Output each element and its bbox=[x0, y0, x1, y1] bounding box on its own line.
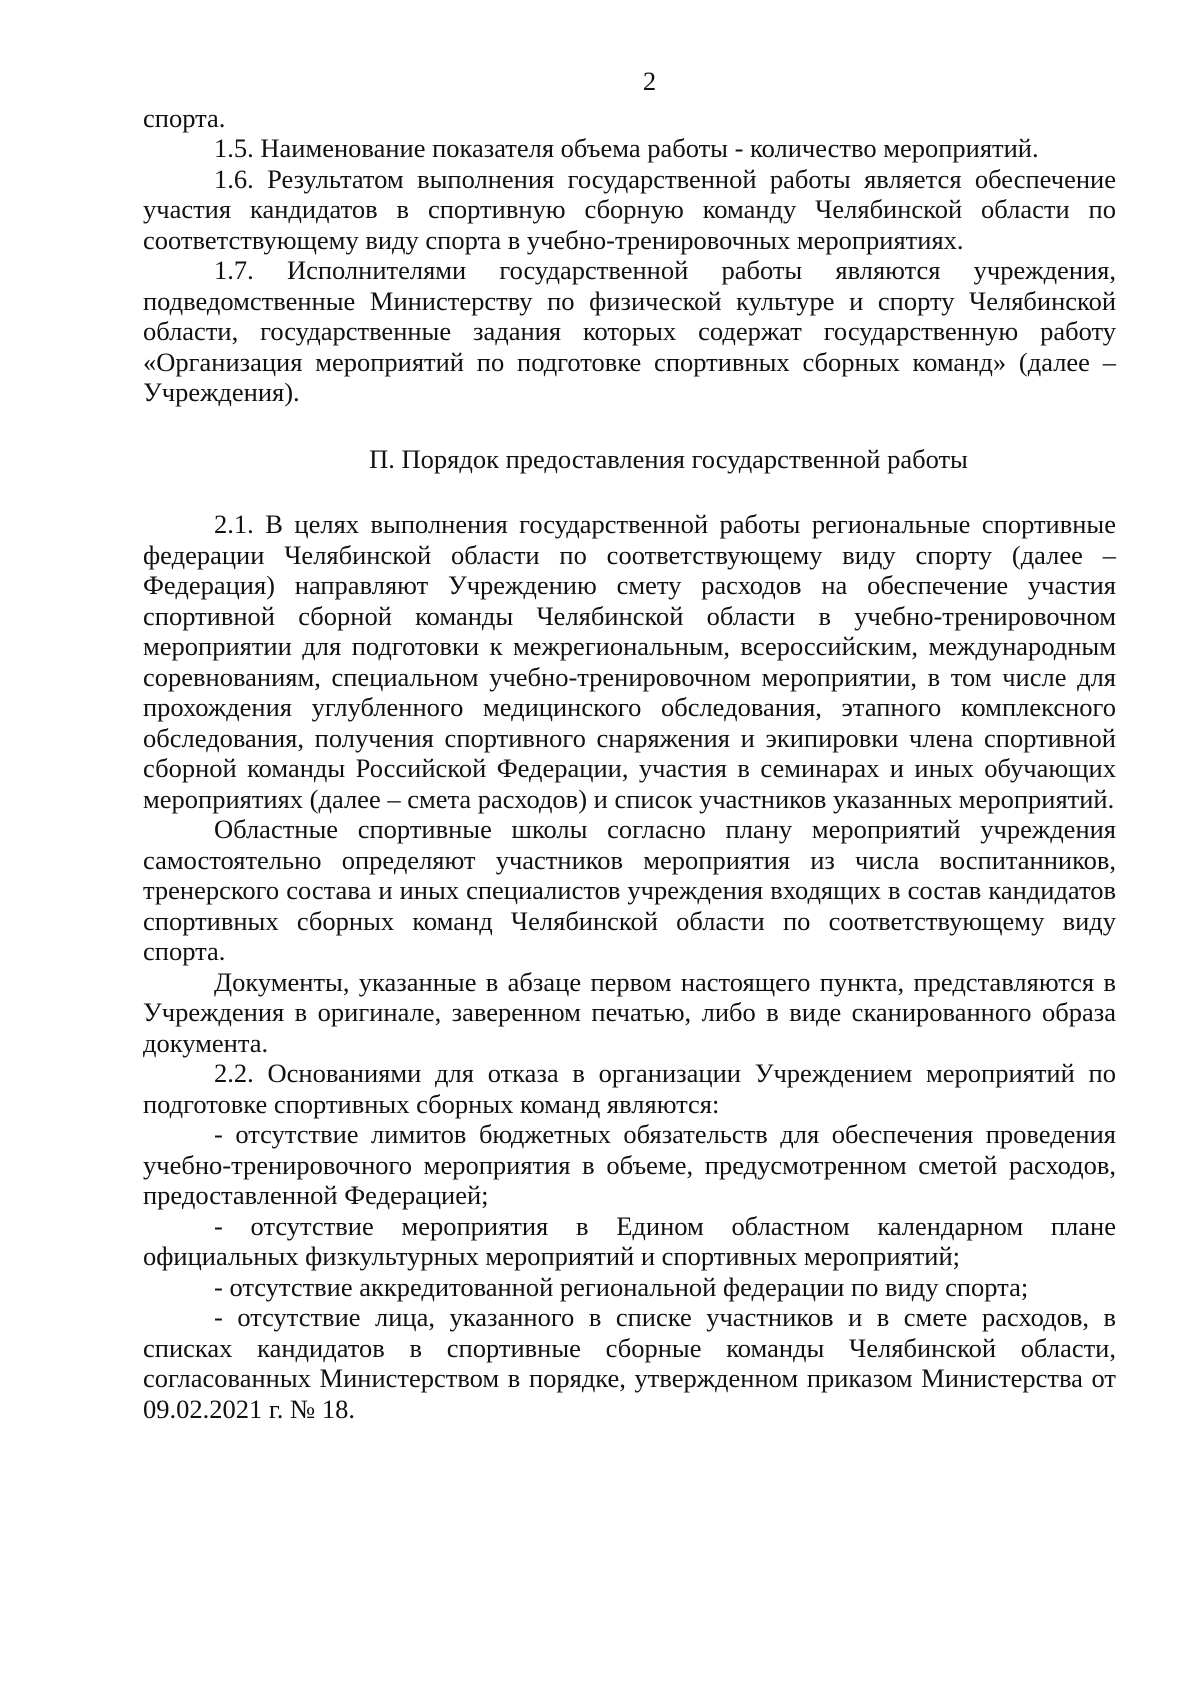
list-item-candidates: - отсутствие лица, указанного в списке участников и в смете расходов, в списках кандидатов в спортивные сборные команды Челябинской области, согласованных Министерством в порядке, утвержденном приказом Министерства от 09.02.2021 г. № 18. bbox=[143, 1302, 1116, 1424]
paragraph-2-2: 2.2. Основаниями для отказа в организации Учреждением мероприятий по подготовке спортивных сборных команд являются: bbox=[143, 1058, 1116, 1119]
paragraph-1-5: 1.5. Наименование показателя объема работы - количество мероприятий. bbox=[214, 133, 1039, 163]
paragraph-2-1: 2.1. В целях выполнения государственной работы региональные спортивные федерации Челябинской области по соответствующему виду спорту (далее – Федерация) направляют Учреждению смету расходов на обеспечение участия спортивной сборной команды Челябинской области в учебно-тренировочном мероприятии для подготовки к межрегиональным, всероссийским, международным соревнованиям, специальном учебно-тренировочном мероприятии, в том числе для прохождения углубленного медицинского обследования, этапного комплексного обследования, получения спортивного снаряжения и экипировки члена спортивной сборной команды Российской Федерации, участия в семинарах и иных обучающих мероприятиях (далее – смета расходов) и список участников указанных мероприятий. bbox=[143, 509, 1116, 814]
list-item-federation: - отсутствие аккредитованной региональной федерации по виду спорта; bbox=[214, 1271, 1029, 1302]
page-number: 2 bbox=[642, 66, 657, 96]
list-item-limits: - отсутствие лимитов бюджетных обязательств для обеспечения проведения учебно-тренировочного мероприятия в объеме, предусмотренном сметой расходов, предоставленной Федерацией; bbox=[143, 1119, 1116, 1210]
paragraph-schools: Областные спортивные школы согласно плану мероприятий учреждения самостоятельно определяют участников мероприятия из числа воспитанников, тренерского состава и иных специалистов учреждения входящих в состав кандидатов спортивных сборных команд Челябинской области по соответствующему виду спорта. bbox=[143, 814, 1116, 966]
paragraph-1-7: 1.7. Исполнителями государственной работы являются учреждения, подведомственные Министерству по физической культуре и спорту Челябинской области, государственные задания которых содержат государственную работу «Организация мероприятий по подготовке спортивных сборных команд» (далее – Учреждения). bbox=[143, 255, 1116, 407]
paragraph-continuation: спорта. bbox=[143, 102, 226, 133]
paragraph-documents: Документы, указанные в абзаце первом настоящего пункта, представляются в Учреждения в оригинале, заверенном печатью, либо в виде сканированного образа документа. bbox=[143, 966, 1116, 1058]
section-title: П. Порядок предоставления государственной работы bbox=[369, 443, 968, 474]
list-item-calendar: - отсутствие мероприятия в Едином областном календарном плане официальных физкультурных мероприятий и спортивных мероприятий; bbox=[143, 1210, 1116, 1271]
paragraph-1-6: 1.6. Результатом выполнения государственной работы является обеспечение участия кандидатов в спортивную сборную команду Челябинской области по соответствующему виду спорта в учебно-тренировочных мероприятиях. bbox=[143, 163, 1116, 255]
